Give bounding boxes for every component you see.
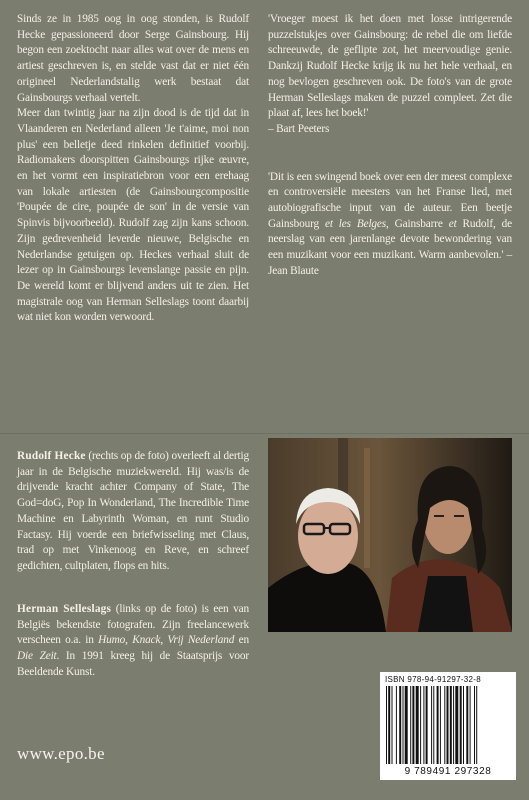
description-paragraph-1: Sinds ze in 1985 oog in oog stonden, is Rudolf Hecke gepassioneerd door Serge Gainsbourg. Hij begon een zoektocht naar alles wat over de mens en artiest geschreven is, en stelde vast dat er niet één origineel Nederlandstalig werk bestaat dat Gainsbourgs verhaal vertelt. xyxy=(17,13,249,104)
quote-2-italic-1: et les Belges xyxy=(324,217,387,230)
barcode-bar xyxy=(476,686,477,764)
magazine-knack: Knack xyxy=(132,634,161,647)
barcode-bar xyxy=(388,686,390,764)
author-photo-illustration xyxy=(268,438,512,632)
bio-herman-text-a: (links op de foto) is een van Belgiës bekendste fotografen. Zijn freelancewerk verscheen o.a. in xyxy=(17,603,249,647)
quote-2-text-b: , Gainsbarre xyxy=(386,217,449,230)
barcode-number: 9 789491 297328 xyxy=(404,766,492,777)
barcode-bar xyxy=(470,686,471,764)
quote-bart-peeters xyxy=(268,12,512,138)
barcode-bar xyxy=(405,686,408,764)
section-divider xyxy=(0,433,529,434)
bio-rudolf-hecke xyxy=(17,449,249,575)
quote-1-text: 'Vroeger moest ik het doen met losse intrigerende puzzelstukjes over Gainsbourg: de rebel die om liefde schreeuwde, de geflipte zot, het meervoudige genie. Dankzij Rudolf Hecke krijg ik nu het hele verhaal, en nog bevlogen geschreven ook. De foto's van de grote Herman Selleslags maken de puzzel compleet. Zet die plaat af, lees het boek!' xyxy=(268,13,512,120)
barcode-bars xyxy=(386,686,510,764)
barcode-bar xyxy=(431,686,432,764)
barcode-bar xyxy=(444,686,445,764)
barcode-bar xyxy=(426,686,428,764)
bio-herman-text-b: en xyxy=(234,634,250,647)
magazine-humo: Humo xyxy=(98,634,126,647)
barcode-bar xyxy=(450,686,452,764)
barcode-bar xyxy=(386,686,387,764)
barcode-bar xyxy=(440,686,441,764)
isbn-label: ISBN 978-94-91297-32-8 xyxy=(385,675,481,684)
barcode-bar xyxy=(396,686,397,764)
barcode-bar xyxy=(412,686,414,764)
publisher-url[interactable]: www.epo.be xyxy=(17,744,105,763)
barcode-bar xyxy=(423,686,424,764)
quote-2-italic-2: et xyxy=(448,217,457,230)
barcode-bar xyxy=(463,686,464,764)
barcode-bar xyxy=(399,686,401,764)
bio-rudolf-name: Rudolf Hecke xyxy=(17,450,86,462)
description-paragraph-2: Meer dan twintig jaar na zijn dood is de tijd dat in Vlaanderen en Nederland alleen 'Je t'aime, moi non plus' een belletje deed rinkelen definitief voorbij. Radiomakers doorspitten Gainsbourgs rijke œuvre, en het vormt een inspiratiebron voor een erehaag van lokale artiesten (de Gainsbourgcompositie 'Poupée de cire, poupée de son' in de versie van Spinvis bijvoorbeeld). Rudolf zag zijn kans schoon. Zijn gedrevenheid leverde nieuwe, Belgische en Nederlandse getuigen op. Heckes verhaal sluit de lezer op in Gainsbourgs levenslange passie en pijn. De wereld komt er blijvend anders uit te zien. Het magistrale oog van Herman Selleslags toont daarbij wat niet kon worden verwoord. xyxy=(17,107,249,324)
quote-2-text-c: Rudolf, de neerslag van een jarenlange devote bewondering van een muzikant voor een muzikant. Warm aanbevolen.' xyxy=(268,217,512,262)
barcode-bar xyxy=(416,686,419,764)
barcode-bar xyxy=(437,686,439,764)
barcode-bar xyxy=(460,686,462,764)
barcode-bar xyxy=(403,686,404,764)
quote-1-author: – Bart Peeters xyxy=(268,122,330,135)
barcode-bar xyxy=(420,686,421,764)
barcode-bar xyxy=(466,686,468,764)
bio-herman-name: Herman Selleslags xyxy=(17,603,112,615)
barcode-bar xyxy=(410,686,411,764)
quotes-column xyxy=(268,12,512,280)
barcode-bar xyxy=(433,686,434,764)
barcode-bar xyxy=(447,686,449,764)
barcode-bar xyxy=(474,686,475,764)
quote-2-text-a: 'Dit is een swingend boek over een der meest complexe en controversiële meesters van het Franse lied, met autobiografische input van de auteur. Een beetje Gainsbourg xyxy=(268,170,512,230)
description-column xyxy=(17,12,249,326)
barcode-bar xyxy=(455,686,458,764)
barcode-bar xyxy=(453,686,454,764)
bio-herman-text-c: . In 1991 kreeg hij de Staatsprijs voor Beeldende Kunst. xyxy=(17,650,249,678)
magazine-vrij-nederland: Vrij Nederland xyxy=(167,634,235,647)
barcode-bar xyxy=(392,686,393,764)
author-photo xyxy=(268,438,512,632)
bio-herman-selleslags xyxy=(17,602,249,681)
magazine-die-zeit: Die Zeit xyxy=(17,650,57,663)
bio-herman-sep-1: , xyxy=(125,634,133,647)
description-text xyxy=(17,12,249,326)
quote-2-author: – Jean Blaute xyxy=(268,249,512,277)
isbn-barcode xyxy=(380,672,516,780)
bio-rudolf-text: (rechts op de foto) overleeft al dertig jaar in de Belgische muziekwereld. Hij was/is de drijvende kracht achter Company of State, The God=doG, Pop In Wonderland, The Incredible Time Machine en Labyrinth Woman, en runt Studio Factasy. Hij voerde een briefwisseling met Claus, trad op met Vinkenoog en Reve, en schreef gedichten, cultplaten, flops en hits. xyxy=(17,450,249,572)
quote-jean-blaute xyxy=(268,170,512,280)
bio-herman-sep-2: , xyxy=(160,634,168,647)
